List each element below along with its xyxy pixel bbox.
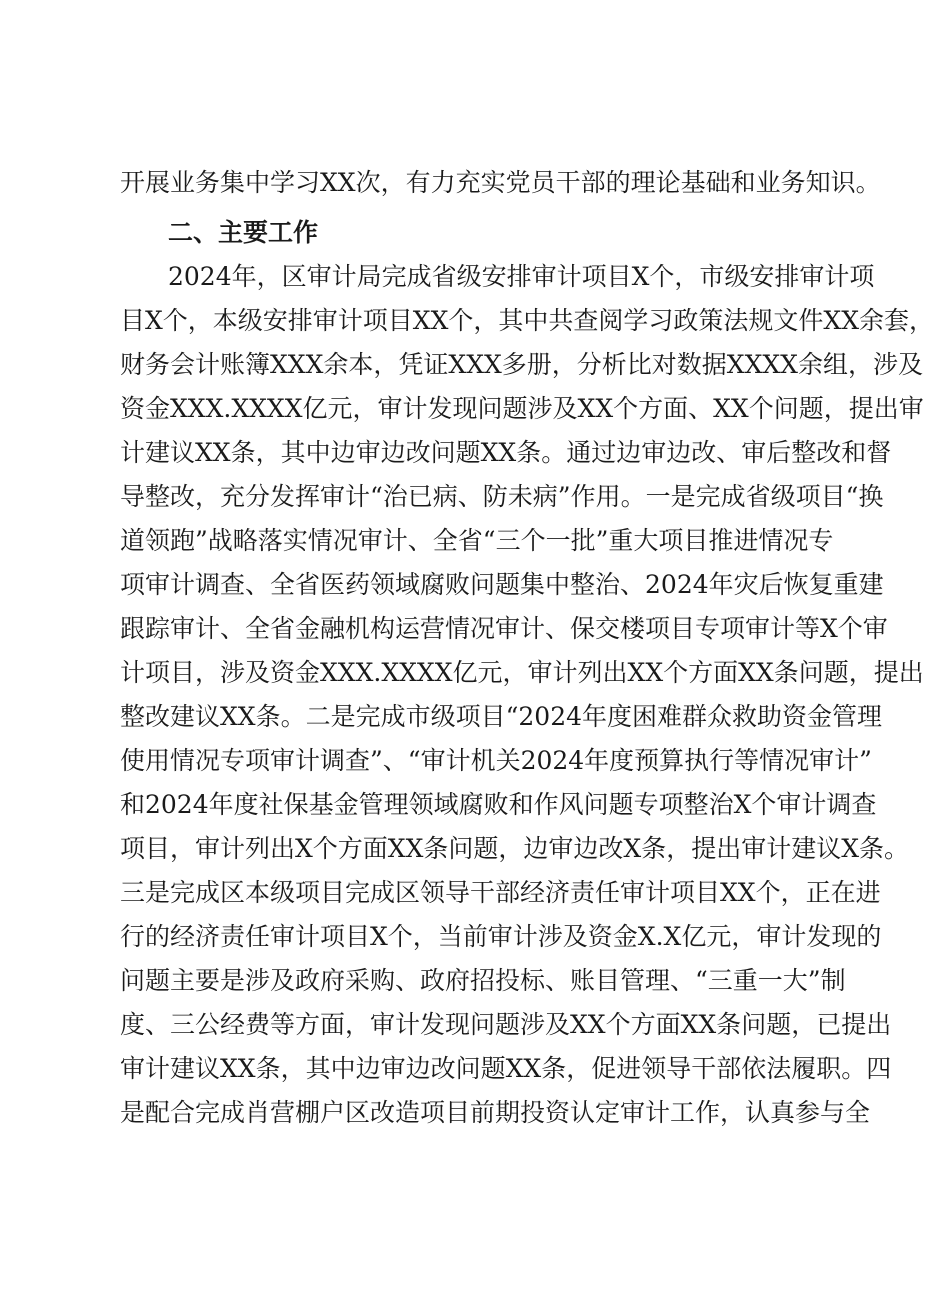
text-line: 项审计调查、全省医药领域腐败问题集中整治、2024年灾后恢复重建 — [120, 570, 884, 599]
text-line: 计建议XX条，其中边审边改问题XX条。通过边审边改、审后整改和督 — [120, 438, 892, 467]
text-line: 目X个，本级安排审计项目XX个，其中共查阅学习政策法规文件XX余套， — [120, 306, 934, 335]
text-line: 问题主要是涉及政府采购、政府招投标、账目管理、“三重一大”制 — [120, 966, 846, 995]
text-line: 是配合完成肖营棚户区改造项目前期投资认定审计工作，认真参与全 — [120, 1098, 871, 1127]
text-line: 财务会计账簿XXX余本，凭证XXX多册，分析比对数据XXXX余组，涉及 — [120, 350, 923, 379]
text-line: 道领跑”战略落实情况审计、全省“三个一批”重大项目推进情况专 — [120, 526, 834, 555]
text-line: 和2024年度社保基金管理领域腐败和作风问题专项整治X个审计调查 — [120, 790, 877, 819]
text-line: 行的经济责任审计项目X个，当前审计涉及资金X.X亿元，审计发现的 — [120, 922, 882, 951]
text-line: 整改建议XX条。二是完成市级项目“2024年度困难群众救助资金管理 — [120, 702, 883, 731]
text-line: 开展业务集中学习XX次，有力充实党员干部的理论基础和业务知识。 — [120, 168, 881, 197]
text-line: 资金XXX.XXXX亿元，审计发现问题涉及XX个方面、XX个问题，提出审 — [120, 394, 924, 423]
text-line: 审计建议XX条，其中边审边改问题XX条，促进领导干部依法履职。四 — [120, 1054, 892, 1083]
text-line: 三是完成区本级项目完成区领导干部经济责任审计项目XX个，正在进 — [120, 878, 881, 907]
text-line: 计项目，涉及资金XXX.XXXX亿元，审计列出XX个方面XX条问题，提出 — [120, 658, 924, 687]
text-line: 度、三公经费等方面，审计发现问题涉及XX个方面XX条问题，已提出 — [120, 1010, 892, 1039]
text-line: 使用情况专项审计调查”、“审计机关2024年度预算执行等情况审计” — [120, 746, 872, 775]
text-line: 项目，审计列出X个方面XX条问题，边审边改X条，提出审计建议X条。 — [120, 834, 909, 863]
text-line: 跟踪审计、全省金融机构运营情况审计、保交楼项目专项审计等X个审 — [120, 614, 888, 643]
text-line: 导整改，充分发挥审计“治已病、防未病”作用。一是完成省级项目“换 — [120, 482, 884, 511]
text-line: 2024年，区审计局完成省级安排审计项目X个，市级安排审计项 — [168, 262, 875, 291]
section-heading: 二、主要工作 — [168, 218, 319, 247]
